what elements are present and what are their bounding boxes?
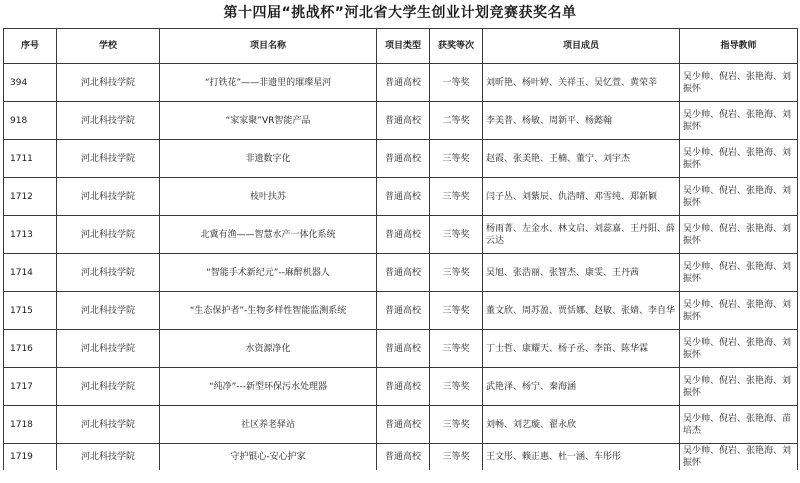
table-row [4, 444, 798, 471]
col-header-project: 项目名称 [160, 29, 377, 64]
table-row [4, 368, 798, 406]
cell-advisors: 吴少帅、倪岩、张艳海、刘振怀 [680, 216, 798, 254]
cell-award: 三等奖 [430, 216, 483, 254]
cell-advisors: 吴少帅、倪岩、张艳海、刘振怀 [680, 444, 798, 471]
col-header-no: 序号 [4, 29, 57, 64]
cell-project: 水资源净化 [160, 330, 377, 368]
cell-school: 河北科技学院 [57, 368, 160, 406]
cell-type: 普通高校 [377, 406, 430, 444]
award-table [3, 28, 798, 470]
cell-type: 普通高校 [377, 368, 430, 406]
table-row [4, 140, 798, 178]
header-row [4, 29, 798, 64]
table-row [4, 216, 798, 254]
cell-no: 1719 [4, 444, 57, 471]
cell-type: 普通高校 [377, 444, 430, 471]
col-header-members: 项目成员 [483, 29, 680, 64]
cell-school: 河北科技学院 [57, 64, 160, 102]
cell-school: 河北科技学院 [57, 216, 160, 254]
cell-project: 守护银心-安心护家 [160, 444, 377, 471]
cell-no: 1712 [4, 178, 57, 216]
table-row [4, 178, 798, 216]
cell-school: 河北科技学院 [57, 444, 160, 471]
cell-members: 杨雨菁、左金水、林文启、刘蕊嘉、王丹阳、薛云达 [483, 216, 680, 254]
cell-type: 普通高校 [377, 140, 430, 178]
cell-advisors: 吴少帅、倪岩、张艳海、刘振怀 [680, 102, 798, 140]
table-row [4, 64, 798, 102]
cell-type: 普通高校 [377, 64, 430, 102]
table-row [4, 330, 798, 368]
cell-advisors: 吴少帅、倪岩、张艳海、刘振怀 [680, 254, 798, 292]
cell-members: 刘昕艳、杨叶婷、关祥玉、吴忆萱、黄荣莘 [483, 64, 680, 102]
cell-advisors: 吴少帅、倪岩、张艳海、刘振怀 [680, 64, 798, 102]
cell-award: 三等奖 [430, 140, 483, 178]
cell-no: 1711 [4, 140, 57, 178]
cell-award: 三等奖 [430, 368, 483, 406]
cell-project: 非遗数字化 [160, 140, 377, 178]
table-row [4, 102, 798, 140]
document-title: 第十四届“挑战杯”河北省大学生创业计划竞赛获奖名单 [223, 5, 577, 21]
cell-advisors: 吴少帅、倪岩、张艳海、刘振怀 [680, 178, 798, 216]
col-header-award: 获奖等次 [430, 29, 483, 64]
cell-project: “生态保护者”-生物多样性智能监测系统 [160, 292, 377, 330]
cell-school: 河北科技学院 [57, 254, 160, 292]
cell-members: 闫子丛、刘紫辰、仇浩晴、邓雪纯、郑新颖 [483, 178, 680, 216]
cell-award: 三等奖 [430, 444, 483, 471]
cell-members: 吴旭、张浩丽、张智杰、康雯、王丹茜 [483, 254, 680, 292]
cell-award: 一等奖 [430, 64, 483, 102]
col-header-advisors: 指导教师 [680, 29, 798, 64]
cell-advisors: 吴少帅、倪岩、张艳海、刘振怀 [680, 292, 798, 330]
col-header-type: 项目类型 [377, 29, 430, 64]
cell-project: 社区养老驿站 [160, 406, 377, 444]
cell-type: 普通高校 [377, 254, 430, 292]
cell-no: 394 [4, 64, 57, 102]
cell-award: 三等奖 [430, 178, 483, 216]
cell-advisors: 吴少帅、倪岩、张艳海、刘振怀 [680, 330, 798, 368]
cell-school: 河北科技学院 [57, 140, 160, 178]
cell-project: 枝叶扶苏 [160, 178, 377, 216]
cell-award: 三等奖 [430, 330, 483, 368]
cell-members: 董文欣、周苏盈、贾恬娜、赵敏、张婧、李自华 [483, 292, 680, 330]
cell-school: 河北科技学院 [57, 406, 160, 444]
cell-award: 三等奖 [430, 254, 483, 292]
cell-no: 1714 [4, 254, 57, 292]
cell-award: 三等奖 [430, 292, 483, 330]
cell-members: 丁士哲、康耀天、杨子丞、李笛、陈华霖 [483, 330, 680, 368]
cell-school: 河北科技学院 [57, 292, 160, 330]
cell-advisors: 吴少帅、倪岩、张艳海、刘振怀 [680, 368, 798, 406]
cell-members: 赵霞、张美艳、王楠、董宁、刘宇杰 [483, 140, 680, 178]
cell-type: 普通高校 [377, 216, 430, 254]
cell-award: 二等奖 [430, 102, 483, 140]
cell-no: 1718 [4, 406, 57, 444]
cell-award: 三等奖 [430, 406, 483, 444]
cell-project: 北冀有渔——智慧水产一体化系统 [160, 216, 377, 254]
cell-no: 1716 [4, 330, 57, 368]
cell-type: 普通高校 [377, 102, 430, 140]
cell-type: 普通高校 [377, 292, 430, 330]
cell-no: 1713 [4, 216, 57, 254]
cell-project: “智能手术新纪元”--麻醉机器人 [160, 254, 377, 292]
table-row [4, 254, 798, 292]
cell-project: “家家聚”VR智能产品 [160, 102, 377, 140]
table-row [4, 406, 798, 444]
cell-no: 1717 [4, 368, 57, 406]
cell-school: 河北科技学院 [57, 178, 160, 216]
cell-type: 普通高校 [377, 178, 430, 216]
cell-project: “打铁花”——非遗里的璀璨星河 [160, 64, 377, 102]
table-row [4, 292, 798, 330]
cell-advisors: 吴少帅、倪岩、张艳海、苗培杰 [680, 406, 798, 444]
cell-members: 刘畅、刘艺璇、翟永欣 [483, 406, 680, 444]
cell-members: 李美普、杨敏、周新平、杨懿翰 [483, 102, 680, 140]
cell-members: 武艳泽、杨宁、秦海涵 [483, 368, 680, 406]
cell-no: 1715 [4, 292, 57, 330]
cell-no: 918 [4, 102, 57, 140]
cell-advisors: 吴少帅、倪岩、张艳海、刘振怀 [680, 140, 798, 178]
cell-school: 河北科技学院 [57, 102, 160, 140]
table-body [4, 64, 798, 471]
cell-members: 王文彤、赖正惠、杜一涵、车彤彤 [483, 444, 680, 471]
table-header [4, 29, 798, 64]
cell-type: 普通高校 [377, 330, 430, 368]
col-header-school: 学校 [57, 29, 160, 64]
cell-school: 河北科技学院 [57, 330, 160, 368]
cell-project: “纯净”---新型环保污水处理器 [160, 368, 377, 406]
